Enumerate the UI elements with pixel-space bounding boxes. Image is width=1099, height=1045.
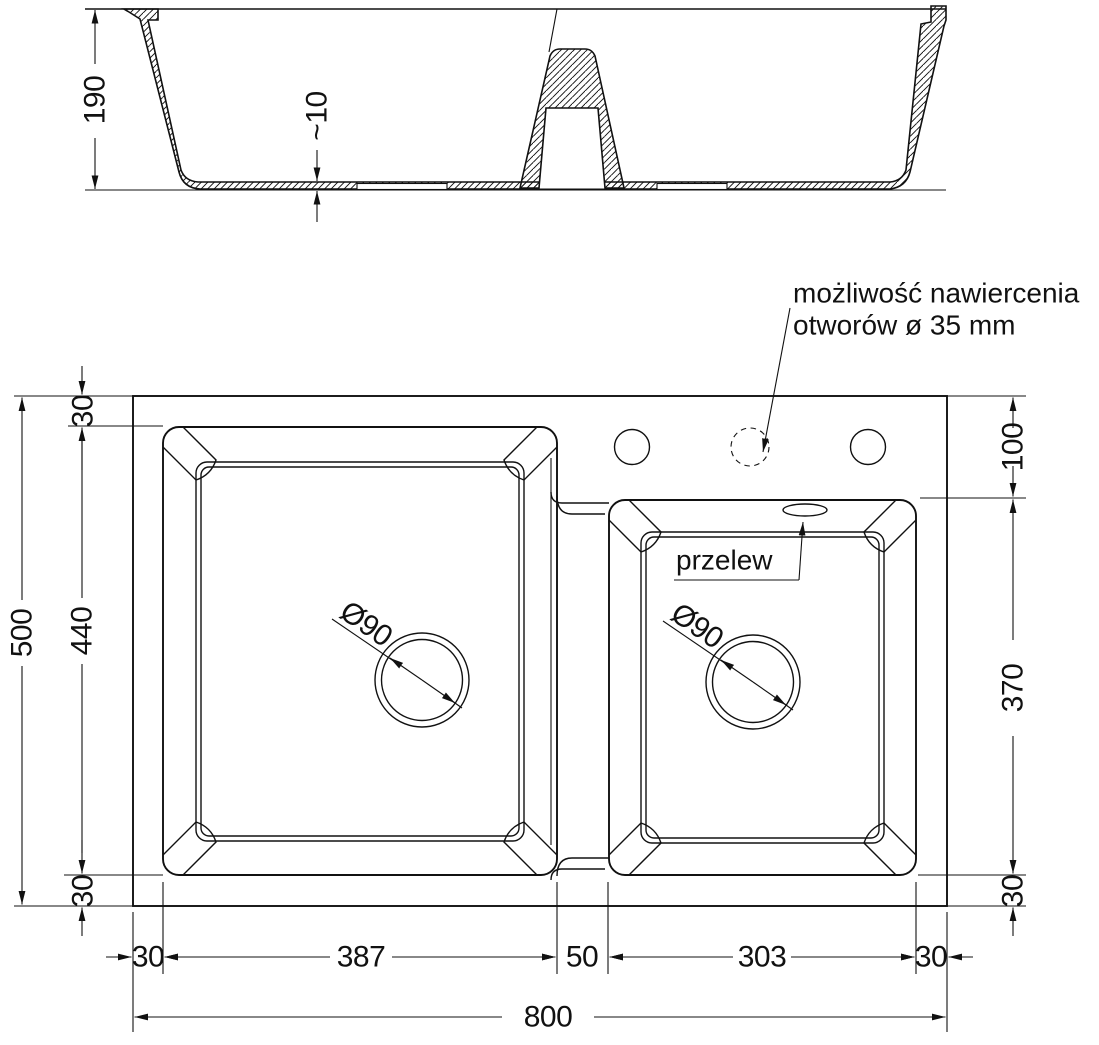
- dim-chain-bottom: [106, 941, 973, 974]
- divider-bottom-edge-2: [557, 858, 609, 876]
- drill-note: [763, 278, 1080, 453]
- divider-back-edge: [549, 9, 557, 52]
- overflow-label: przelew: [676, 544, 773, 576]
- left-drain: [332, 595, 469, 727]
- right-basin-corner-br: [864, 823, 916, 875]
- dim-bottom-margin-right-label: 30: [996, 874, 1030, 908]
- right-basin-corner-bl: [609, 823, 661, 875]
- drain-recess-left: [357, 184, 447, 190]
- dim-top-margin: [67, 366, 100, 427]
- drain-recess-right: [657, 184, 727, 190]
- left-basin-bottom-outline-inner: [201, 467, 519, 836]
- dim-right-basin-height: [997, 500, 1030, 874]
- dim-deck-height-label: 100: [996, 422, 1030, 472]
- dim-right-margin-label: 30: [914, 940, 948, 974]
- left-basin: [163, 427, 557, 875]
- dim-bottom-margin-left-label: 30: [66, 874, 100, 908]
- divider-bottom-edge-1: [551, 869, 605, 880]
- dim-depth-label: 190: [78, 75, 112, 125]
- left-basin-corner-bl: [163, 822, 216, 875]
- dim-top-margin-label: 30: [66, 394, 100, 428]
- section-view: [79, 6, 947, 222]
- right-drain-label: Ø90: [664, 596, 730, 656]
- dim-right-basin-height-label: 370: [996, 663, 1030, 713]
- faucet-hole-left: [615, 430, 650, 465]
- dim-left-margin-label: 30: [131, 940, 165, 974]
- divider-top-edge-1: [551, 492, 609, 503]
- dim-bottom-thickness-label: ~10: [300, 91, 334, 141]
- right-basin-corner-tl: [609, 500, 661, 552]
- right-basin-bottom-outline-inner: [646, 537, 879, 838]
- sink-outline: [133, 396, 947, 906]
- right-basin-corner-tr: [864, 500, 916, 552]
- dim-deck-height: [997, 398, 1030, 497]
- dim-bottom-margin-left: [67, 875, 100, 936]
- plan-view: [6, 278, 1080, 1034]
- divider-top-edge-2: [557, 496, 605, 514]
- dim-right-basin-width-label: 303: [737, 940, 787, 974]
- dim-bottom-thickness: [301, 91, 334, 222]
- faucet-hole-right: [851, 430, 886, 465]
- divider-hollow: [539, 108, 605, 189]
- dim-left-basin-width-label: 387: [336, 940, 386, 974]
- left-basin-corner-br: [504, 822, 557, 875]
- overflow-slot: [783, 504, 827, 516]
- left-basin-corner-tl: [163, 427, 216, 480]
- dim-overall-height-label: 500: [5, 608, 39, 658]
- dim-depth: [79, 10, 112, 189]
- dim-left-basin-height: [66, 428, 99, 874]
- divider-plan: [551, 492, 609, 880]
- extension-lines: [14, 396, 1026, 1032]
- dim-overall-width-label: 800: [523, 1000, 573, 1034]
- left-basin-corner-tr: [504, 427, 557, 480]
- dim-overall-height: [6, 398, 39, 905]
- dim-overall-width: [135, 1001, 946, 1034]
- dim-left-basin-height-label: 440: [65, 606, 99, 656]
- drill-note-line1: możliwość nawiercenia: [793, 277, 1080, 309]
- dim-divider-width-label: 50: [565, 940, 599, 974]
- dim-bottom-margin-right: [997, 875, 1030, 936]
- overflow-callout: [674, 522, 803, 580]
- left-drain-label: Ø90: [333, 594, 399, 654]
- left-basin-rim: [163, 427, 557, 875]
- right-basin-bottom-outline-outer: [641, 532, 884, 843]
- right-drain: [663, 597, 800, 729]
- faucet-hole-optional: [731, 428, 769, 466]
- left-basin-bottom-outline-outer: [196, 462, 524, 841]
- drill-note-line2: otworów ø 35 mm: [793, 309, 1016, 341]
